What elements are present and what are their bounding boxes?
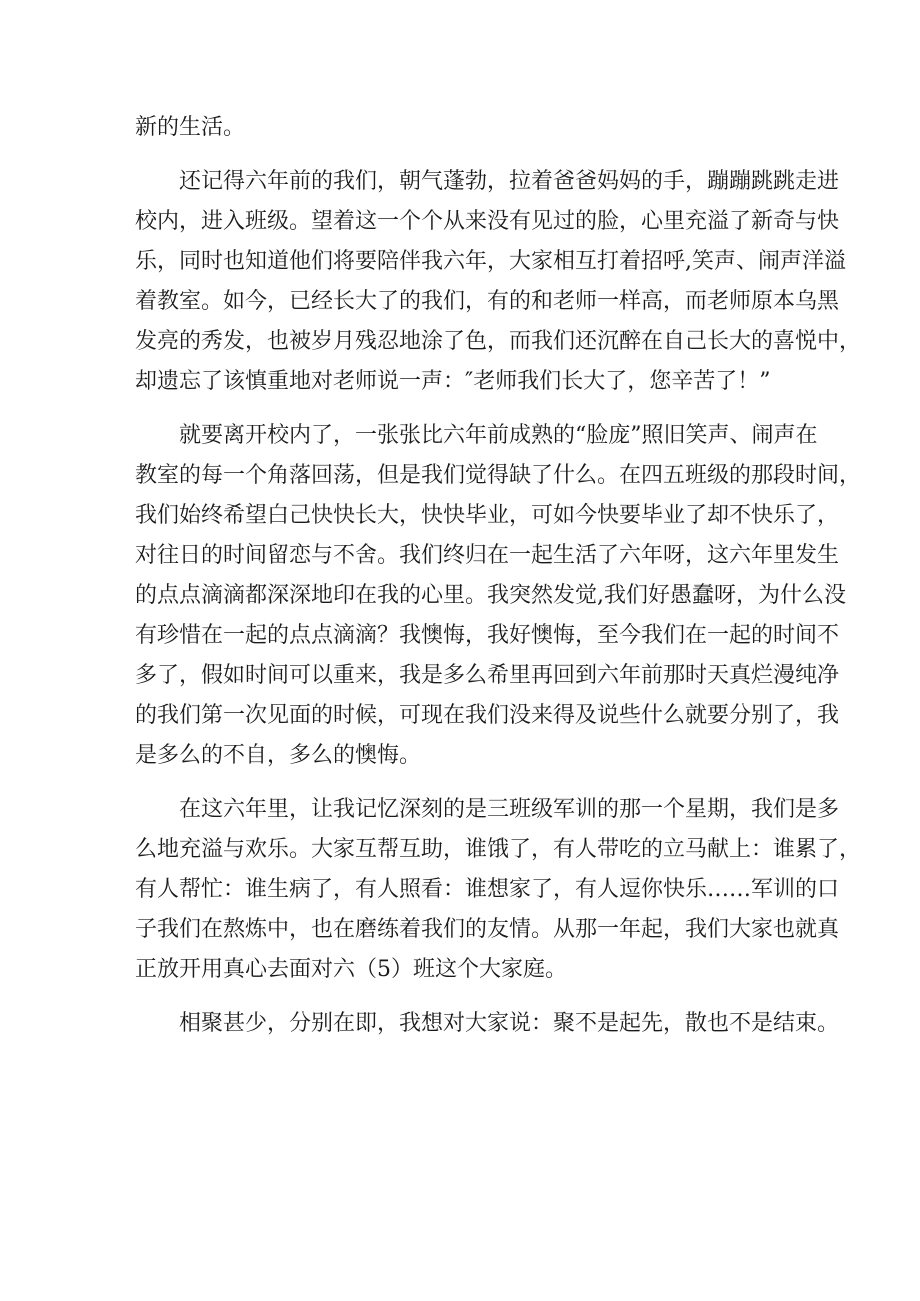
text-line: 却遗忘了该慎重地对老师说一声：″老师我们长大了，您辛苦了！” bbox=[135, 369, 771, 394]
text-line: 相聚甚少，分别在即，我想对大家说：聚不是起先，散也不是结束。 bbox=[179, 1011, 840, 1036]
text-line: 的点点滴滴都深深地印在我的心里。我突然发觉,我们好愚蠢呀，为什么没 bbox=[135, 583, 846, 608]
text-line: 校内，进入班级。望着这一个个从来没有见过的脸，心里充溢了新奇与快 bbox=[135, 209, 840, 234]
text-line: 发亮的秀发，也被岁月残忍地涂了色，而我们还沉醉在自己长大的喜悦中， bbox=[135, 329, 862, 354]
paragraph-5 bbox=[135, 1004, 840, 1044]
text-line: 有珍惜在一起的点点滴滴？我懊悔，我好懊悔，至今我们在一起的时间不 bbox=[135, 623, 840, 648]
text-line: 有人帮忙：谁生病了，有人照看：谁想家了，有人逗你快乐……军训的口 bbox=[135, 877, 840, 902]
paragraph-3 bbox=[135, 416, 862, 776]
text-line: 么地充溢与欢乐。大家互帮互助，谁饿了，有人带吃的立马献上：谁累了， bbox=[135, 837, 862, 862]
text-line: 我们始终希望白己快快长大，快快毕业，可如今快要毕业了却不快乐了， bbox=[135, 503, 840, 528]
paragraph-1 bbox=[135, 108, 805, 148]
text-line: 还记得六年前的我们，朝气蓬勃，拉着爸爸妈妈的手，蹦蹦跳跳走进 bbox=[179, 169, 840, 194]
text-line: 新的生活。 bbox=[135, 115, 246, 140]
text-line: 就要离开校内了，一张张比六年前成熟的“脸庞”照旧笑声、闹声在 bbox=[179, 423, 818, 448]
essay-body bbox=[135, 108, 862, 1044]
text-line: 多了，假如时间可以重来，我是多么希里再回到六年前那时天真烂漫纯净 bbox=[135, 663, 840, 688]
text-line: 着教室。如今，已经长大了的我们，有的和老师一样高，而老师原本乌黑 bbox=[135, 289, 840, 314]
paragraph-4 bbox=[135, 790, 862, 990]
text-line: 教室的每一个角落回荡，但是我们觉得缺了什么。在四五班级的那段时间， bbox=[135, 463, 862, 488]
text-line: 是多么的不自，多么的懊悔。 bbox=[135, 743, 422, 768]
text-line: 子我们在熬炼中，也在磨练着我们的友情。从那一年起，我们大家也就真 bbox=[135, 917, 840, 942]
text-line: 的我们第一次见面的时候，可现在我们没来得及说些什么就要分别了，我 bbox=[135, 703, 840, 728]
text-line: 对往日的时间留恋与不舍。我们终归在一起生活了六年呀，这六年里发生 bbox=[135, 543, 840, 568]
text-line: 在这六年里，让我记忆深刻的是三班级军训的那一个星期，我们是多 bbox=[179, 797, 840, 822]
paragraph-2 bbox=[135, 162, 862, 402]
text-line: 正放开用真心去面对六（5）班这个大家庭。 bbox=[135, 957, 567, 982]
text-line: 乐，同时也知道他们将要陪伴我六年，大家相互打着招呼,笑声、闹声洋溢 bbox=[135, 249, 846, 274]
